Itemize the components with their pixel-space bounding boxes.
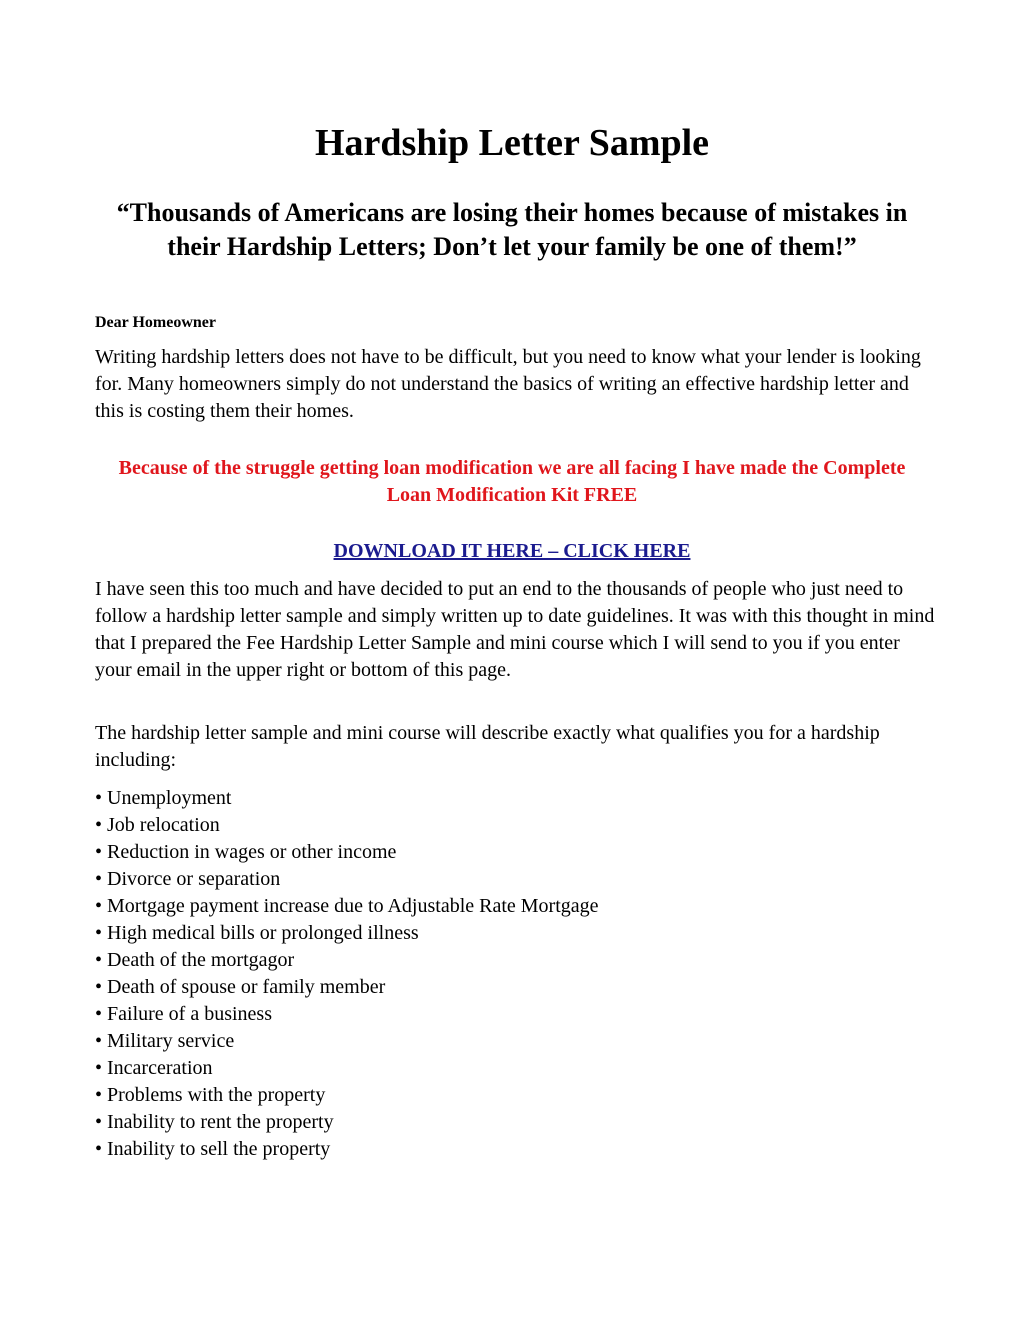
page-title: Hardship Letter Sample: [314, 122, 710, 164]
list-item: • Incarceration: [95, 1055, 935, 1082]
tagline-quote: “Thousands of Americans are losing their homes because of mistakes in their Hardship Letters; Don’t let your family be one of them!”: [116, 198, 908, 261]
body-paragraph-2: The hardship letter sample and mini course will describe exactly what qualifies you for a hardship including:: [95, 722, 880, 771]
intro-paragraph: Writing hardship letters does not have to be difficult, but you need to know what your lender is looking for. Many homeowners simply do not understand the basics of writing an effective hardship letter and this is costing them their homes.: [95, 346, 921, 422]
list-item: • Inability to sell the property: [95, 1136, 935, 1163]
list-item: • Death of the mortgagor: [95, 947, 935, 974]
list-item: • Problems with the property: [95, 1082, 935, 1109]
hardship-list: [95, 785, 935, 1163]
list-item: • Death of spouse or family member: [95, 974, 935, 1001]
list-item: • Job relocation: [95, 812, 935, 839]
list-item: • Military service: [95, 1028, 935, 1055]
list-item: • Mortgage payment increase due to Adjustable Rate Mortgage: [95, 893, 935, 920]
list-item: • Inability to rent the property: [95, 1109, 935, 1136]
download-link[interactable]: DOWNLOAD IT HERE – CLICK HERE: [333, 540, 691, 562]
body-paragraph-1: I have seen this too much and have decided to put an end to the thousands of people who just need to follow a hardship letter sample and simply written up to date guidelines. It was with this thought in mind that I prepared the Fee Hardship Letter Sample and mini course which I will send to you if you enter your email in the upper right or bottom of this page.: [95, 578, 935, 681]
list-item: • High medical bills or prolonged illness: [95, 920, 935, 947]
download-line: [95, 538, 929, 565]
promo-text: Because of the struggle getting loan modification we are all facing I have made the Complete Loan Modification Kit FREE: [118, 457, 906, 506]
salutation: Dear Homeowner: [95, 314, 216, 331]
list-item: • Divorce or separation: [95, 866, 935, 893]
list-item: • Failure of a business: [95, 1001, 935, 1028]
list-item: • Unemployment: [95, 785, 935, 812]
list-item: • Reduction in wages or other income: [95, 839, 935, 866]
